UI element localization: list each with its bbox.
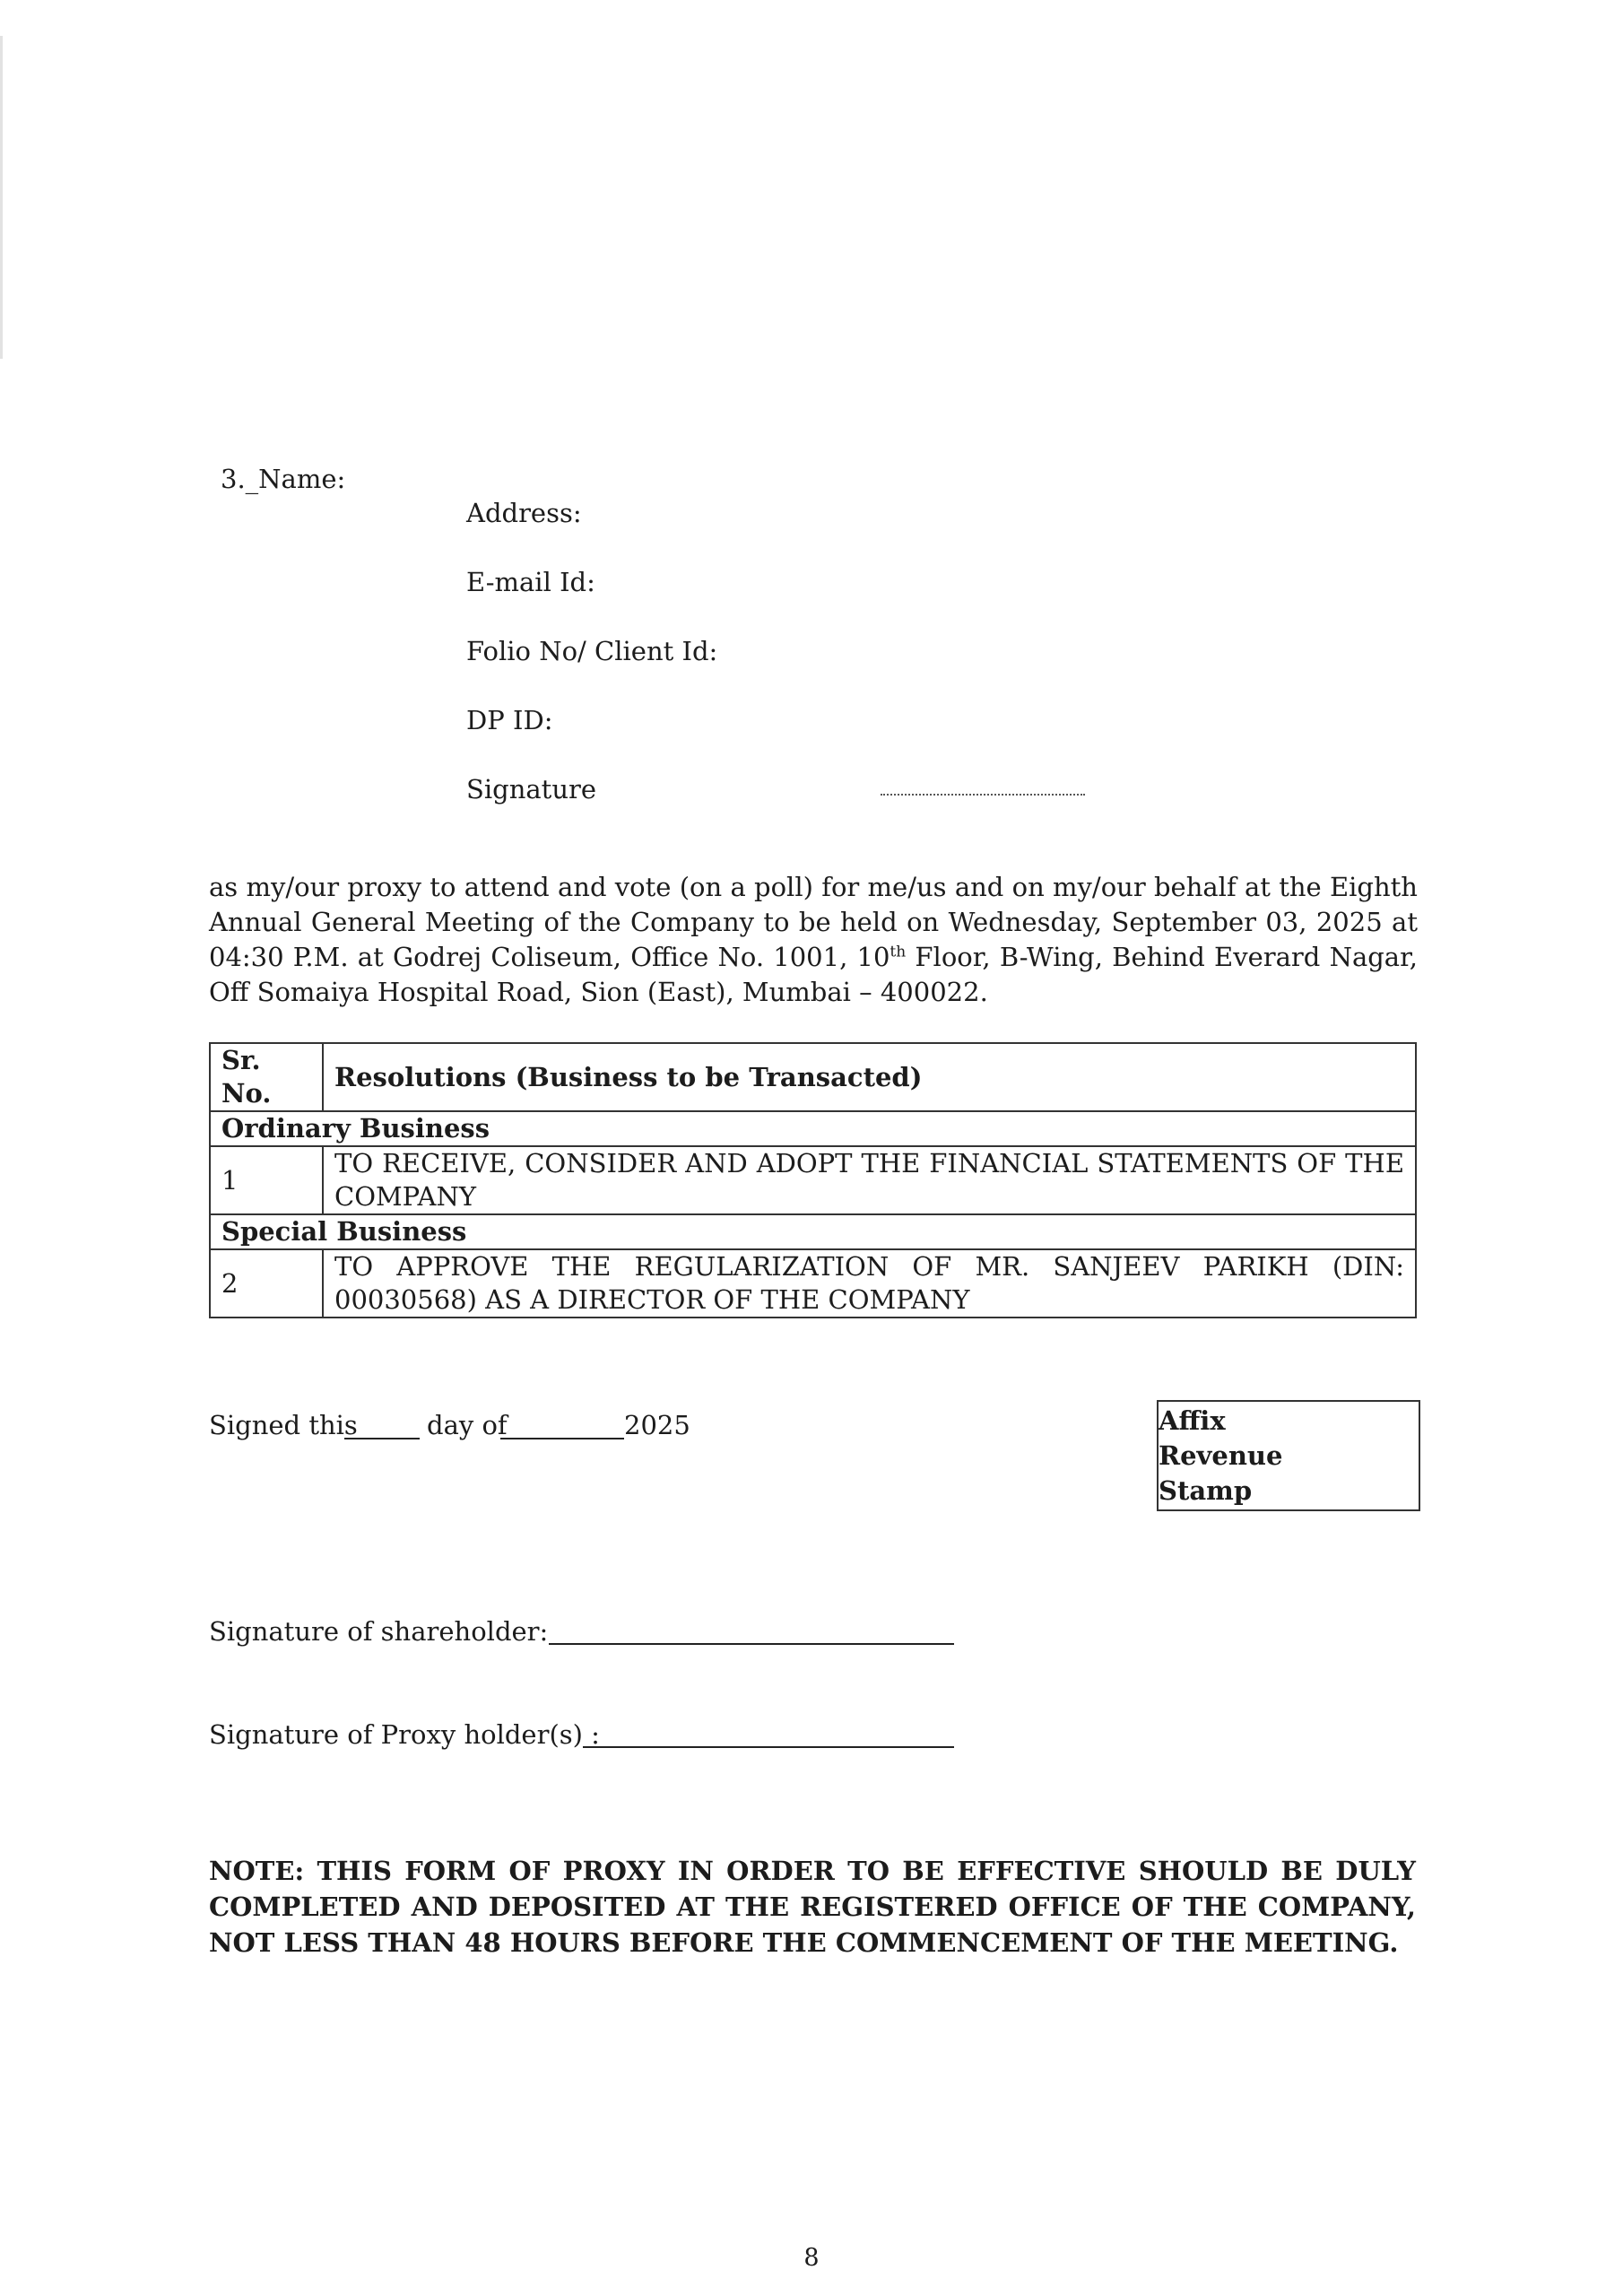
table-row (210, 1249, 1416, 1318)
proxy-name-label: 3._Name: (221, 464, 346, 494)
proxy-form-note: NOTE: THIS FORM OF PROXY IN ORDER TO BE EFFECTIVE SHOULD BE DULY COMPLETED AND DEPOSITED AT THE REGISTERED OFFICE OF THE COMPANY, NOT LESS THAN 48 HOURS BEFORE THE COMMENCEMENT OF THE MEETING. (209, 1856, 1416, 1958)
proxy-folio-label: Folio No/ Client Id: (466, 636, 718, 666)
row-2-resolution: TO APPROVE THE REGULARIZATION OF MR. SANJEEV PARIKH (DIN: 00030568) AS A DIRECTOR OF THE COMPANY (323, 1249, 1416, 1318)
shareholder-signature-line (549, 1643, 954, 1645)
table-row (210, 1146, 1416, 1214)
paragraph-text-start: as my/our proxy to attend and vote (on a poll) for me/us and on my/our behalf at the Eighth Annual General Meeting of the Company to be held on Wednesday, September 03, 2025 at 04:30 P.M. at Godrej Coliseum, Office No. 1001, 10 (209, 872, 1418, 972)
proxy-address-label: Address: (466, 498, 582, 528)
section-ordinary-business: Ordinary Business (210, 1111, 1416, 1146)
paragraph-text-end: Floor, B-Wing, Behind Everard Nagar, Off Somaiya Hospital Road, Sion (East), Mumbai – 400022. (209, 942, 1418, 1007)
stamp-line-affix: Affix (1159, 1405, 1226, 1436)
table-section-row (210, 1214, 1416, 1249)
signed-day-of-label: day of (427, 1410, 508, 1440)
row-1-number: 1 (210, 1146, 323, 1214)
proxy-holder-signature-line (583, 1746, 954, 1748)
proxy-paragraph (209, 870, 1418, 1010)
proxy-holder-signature-label: Signature of Proxy holder(s) : (209, 1719, 600, 1750)
revenue-stamp-box (1157, 1400, 1420, 1511)
paragraph-superscript: th (890, 943, 907, 961)
section-special-business: Special Business (210, 1214, 1416, 1249)
proxy-signature-dotted-line (881, 794, 1085, 796)
page-number: 8 (803, 2244, 820, 2272)
proxy-email-label: E-mail Id: (466, 567, 595, 597)
scan-edge-mark (0, 36, 3, 359)
signed-day-blank (344, 1438, 420, 1439)
proxy-signature-label: Signature (466, 774, 597, 804)
header-sr-no: Sr. No. (210, 1043, 323, 1111)
row-1-resolution: TO RECEIVE, CONSIDER AND ADOPT THE FINANCIAL STATEMENTS OF THE COMPANY (323, 1146, 1416, 1214)
stamp-line-stamp: Stamp (1159, 1475, 1253, 1506)
signed-year: 2025 (624, 1410, 690, 1440)
table-section-row (210, 1111, 1416, 1146)
table-header-row (210, 1043, 1416, 1111)
proxy-dp-label: DP ID: (466, 705, 553, 735)
header-resolutions: Resolutions (Business to be Transacted) (323, 1043, 1416, 1111)
stamp-line-revenue: Revenue (1159, 1440, 1283, 1471)
row-2-number: 2 (210, 1249, 323, 1318)
signed-month-blank (500, 1438, 624, 1439)
signed-this-label: Signed this (209, 1410, 358, 1440)
shareholder-signature-label: Signature of shareholder: (209, 1616, 549, 1647)
resolutions-table (209, 1042, 1417, 1318)
